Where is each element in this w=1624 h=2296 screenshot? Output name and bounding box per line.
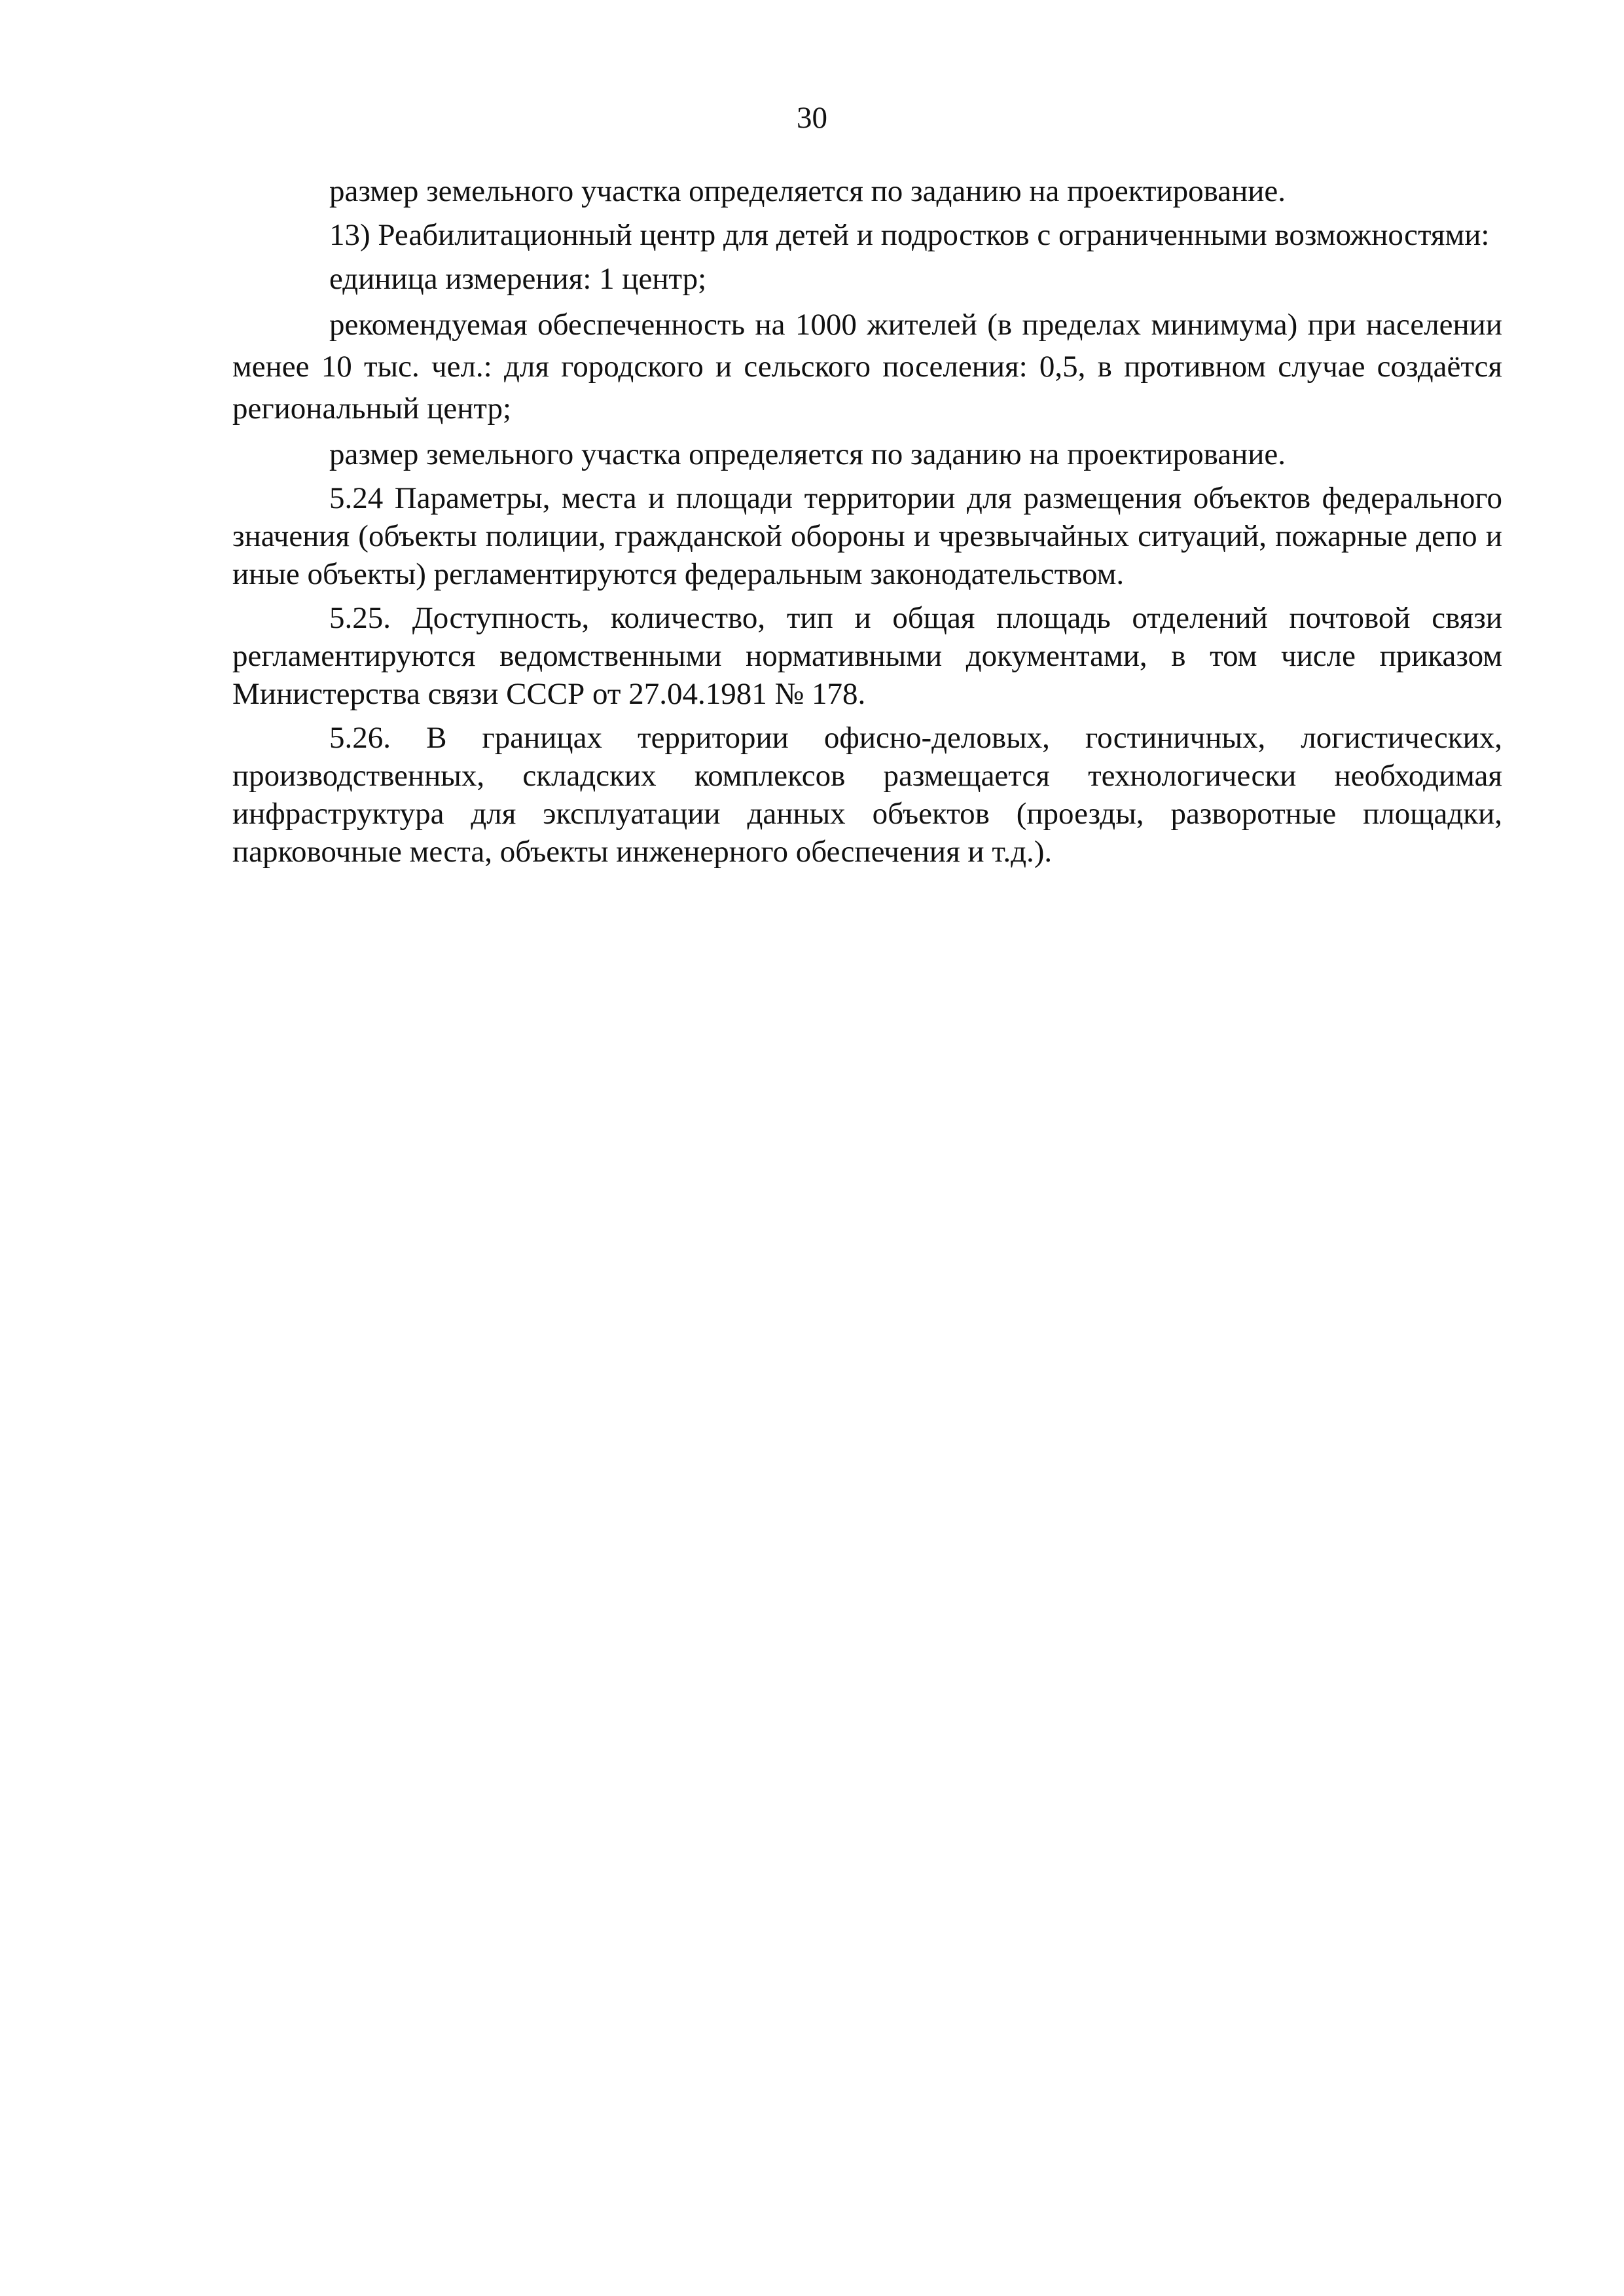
page-number: 30 [797,101,827,135]
paragraph-5-26: 5.26. В границах территории офисно-деловых, гостиничных, логистических, производственных, складских комплексов размещается технологически необходимая инфраструктура для эксплуатации данных объектов (проезды, разворотные площадки, парковочные места, объекты инженерного обеспечения и т.д.). [232,721,1502,869]
paragraph-unit: единица измерения: 1 центр; [329,262,707,296]
paragraph-recommended-provision: рекомендуемая обеспеченность на 1000 жителей (в пределах минимума) при населении менее 10 тыс. чел.: для городского и сельского поселения: 0,5, в противном случае создаётся региональный центр; [232,308,1502,426]
paragraph-land-size-1: размер земельного участка определяется по заданию на проектирование. [329,174,1286,208]
paragraph-5-25: 5.25. Доступность, количество, тип и общая площадь отделений почтовой связи регламентируются ведомственными нормативными документами, в том числе приказом Министерства связи СССР от 27.04.1981 № 178. [232,601,1502,711]
paragraph-5-24: 5.24 Параметры, места и площади территории для размещения объектов федерального значения (объекты полиции, гражданской обороны и чрезвычайных ситуаций, пожарные депо и иные объекты) регламентируются федеральным законодательством. [232,481,1502,591]
paragraph-rehab-center: 13) Реабилитационный центр для детей и подростков с ограниченными возможностями: [329,218,1490,252]
paragraph-land-size-2: размер земельного участка определяется по заданию на проектирование. [329,437,1286,471]
document-body [232,172,1502,877]
